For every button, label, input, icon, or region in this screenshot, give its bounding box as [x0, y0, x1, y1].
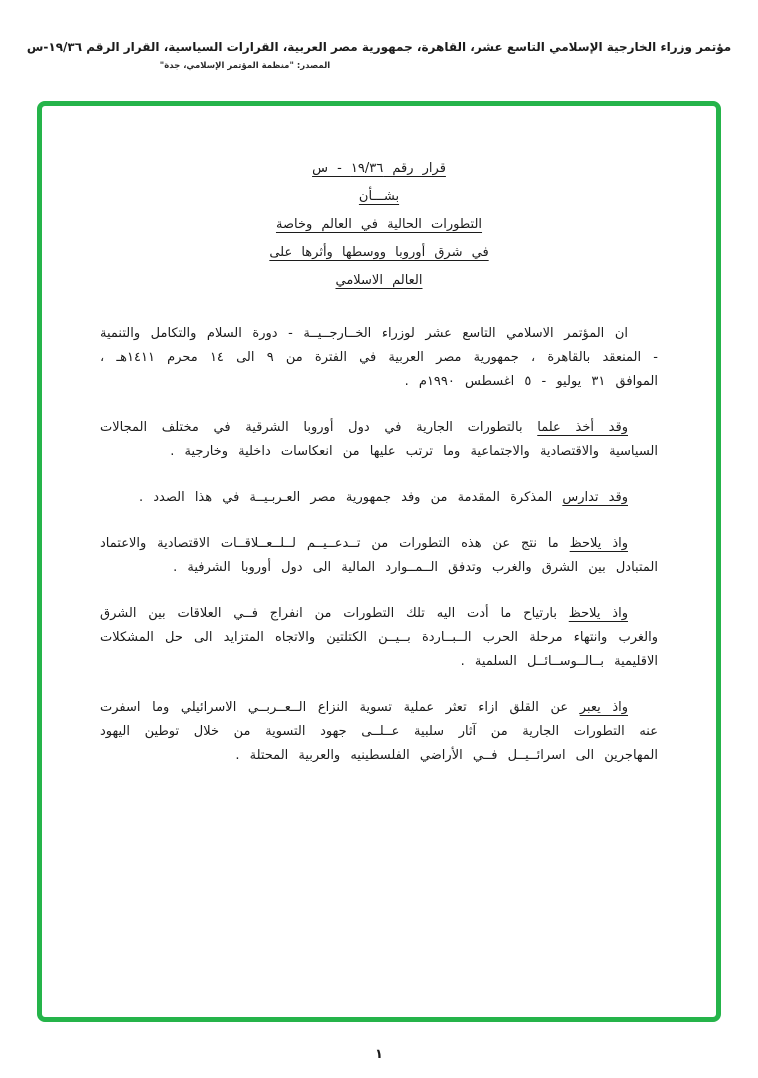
paragraph-3-text: المذكرة المقدمة من وفد جمهورية مصر العـربـيــة في هذا الصدد . [138, 490, 553, 505]
paragraph-5-lead: واذ يلاحظ [568, 606, 628, 621]
paragraph-6-lead: واذ يعبر [579, 700, 629, 715]
green-frame [37, 101, 721, 1022]
paragraph-4 [100, 532, 658, 580]
title-line-4 [100, 244, 658, 262]
title-line-1-text: قرار رقم ١٩/٣٦ - س [312, 161, 446, 176]
title-line-2 [100, 188, 658, 206]
document-header-line: مؤتمر وزراء الخارجية الإسلامي التاسع عشر، القاهرة، جمهورية مصر العربية، القرارات السياسية، القرار الرقم ١٩/٣٦-س [26, 40, 732, 54]
paragraph-3 [100, 486, 658, 510]
paragraph-1-text: ان المؤتمر الاسلامي التاسع عشر لوزراء الخــارجــيــة - دورة السلام والتكامل والتنمية - المنعقد بالقاهرة ، جمهورية مصر العربية في الفترة من ٩ الى ١٤ محرم ١٤١١هـ ، الموافق ٣١ يوليو - ٥ اغسطس ١٩٩٠م . [100, 326, 658, 389]
paragraph-5 [100, 602, 658, 674]
title-line-3 [100, 216, 658, 234]
paragraph-4-text: ما نتج عن هذه التطورات من تــدعــيــم لــلــعــلاقــات الاقتصادية والاعتماد المتبادل بين الشرق والغرب وتدفق الــمــوارد المالية الى دول أوروبا الشرفية . [100, 536, 658, 575]
document-content [42, 106, 716, 768]
page-number: ١ [375, 1047, 383, 1062]
resolution-title-block [100, 160, 658, 290]
paragraph-2 [100, 416, 658, 464]
paragraph-6-text: عن القلق ازاء تعثر عملية تسوية النزاع الــعــربــي الاسرائيلي وما اسفرت عنه التطورات الجارية من آثار سلبية عــلــى جهود التسوية من خلال توطين اليهود المهاجرين الى اسرائــيــل فــي الأراضي الفلسطينيه والعربية المحتلة . [100, 700, 658, 763]
paragraph-2-text: بالتطورات الجارية في دول أوروبا الشرقية في مختلف المجالات السياسية والاقتصادية والاجتماعية وما ترتب عليها من انعكاسات داخلية وخارجية . [100, 420, 658, 459]
paragraph-5-text: بارتياح ما أدت اليه تلك التطورات من انفراج فــي العلاقات بين الشرق والغرب وانتهاء مرحلة الحرب الــبــاردة بــيــن الكتلتين والاتجاه المتزايد الى حل المشكلات الاقليمية بــالــوســائــل السلمية . [100, 606, 658, 669]
title-line-5 [100, 272, 658, 290]
paragraph-3-lead: وقد تدارس [562, 490, 628, 505]
paragraph-1 [100, 322, 658, 394]
paragraph-2-lead: وقد أخذ علما [537, 420, 628, 435]
source-line: المصدر: "منظمة المؤتمر الإسلامي، جدة" [159, 61, 331, 71]
paragraph-6 [100, 696, 658, 768]
title-line-1 [100, 160, 658, 178]
paragraph-4-lead: واذ يلاحظ [569, 536, 628, 551]
title-line-2-text: بشـــأن [358, 189, 400, 204]
title-line-3-text: التطورات الحالية في العالم وخاصة [275, 217, 483, 232]
title-line-4-text: في شرق أوروبا ووسطها وأثرها على [269, 245, 489, 260]
title-line-5-text: العالم الاسلامي [335, 273, 423, 288]
